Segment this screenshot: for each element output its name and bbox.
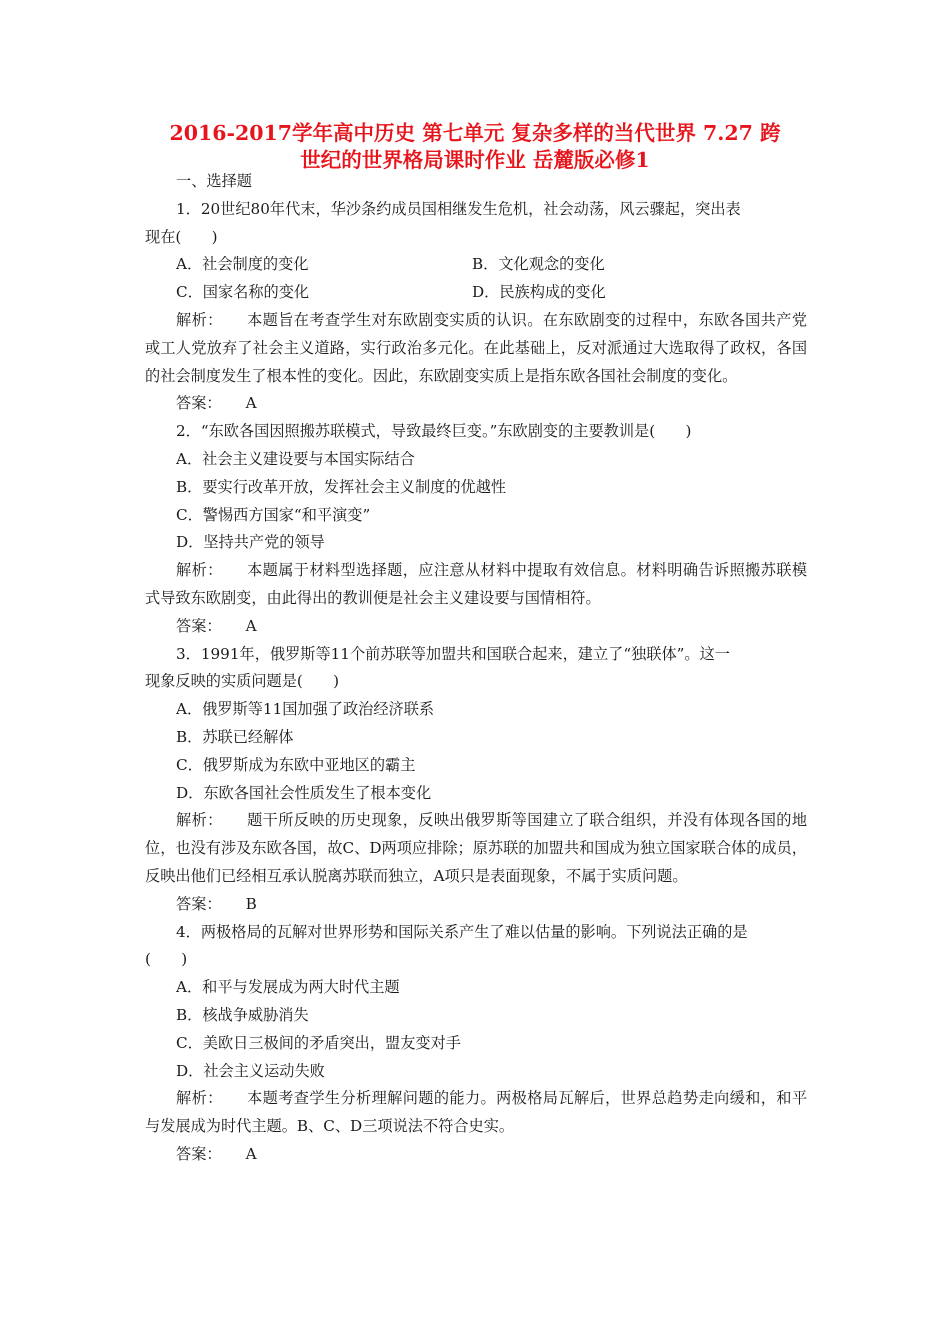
question-stem: 2．“东欧各国因照搬苏联模式，导致最终巨变。”东欧剧变的主要教训是( )	[176, 422, 692, 441]
title-line-1: 2016-2017学年高中历史 第七单元 复杂多样的当代世界 7.27 跨	[169, 121, 781, 145]
answer-value: A	[245, 1144, 257, 1163]
analysis-label: 解析：	[176, 811, 223, 830]
analysis-label: 解析：	[176, 561, 223, 580]
answer	[145, 613, 807, 641]
option-d: D．东欧各国社会性质发生了根本变化	[176, 783, 432, 802]
option-c: C．国家名称的变化	[176, 283, 310, 302]
analysis	[145, 307, 807, 390]
answer-label: 答案：	[176, 394, 222, 413]
answer-label: 答案：	[176, 616, 222, 635]
analysis	[145, 557, 807, 613]
document-title	[130, 120, 820, 174]
option-b: B．要实行改革开放，发挥社会主义制度的优越性	[176, 477, 507, 496]
answer-value: B	[245, 894, 257, 913]
question-4	[145, 919, 807, 1169]
option-a: A．社会制度的变化	[176, 255, 309, 274]
option-a: A．俄罗斯等11国加强了政治经济联系	[176, 700, 435, 719]
option-b: B．文化观念的变化	[472, 255, 605, 274]
question-stem: 3．1991年，俄罗斯等11个前苏联等加盟共和国联合起来，建立了“独联体”。这一	[176, 644, 730, 663]
analysis-text: 题干所反映的历史现象，反映出俄罗斯等国建立了联合组织，并没有体现各国的地位，也没有涉及东欧各国，故C、D两项应排除；原苏联的加盟共和国成为独立国家联合体的成员，反映出他们已经相互承认脱离苏联而独立，A项只是表面现象，不属于实质问题。	[145, 811, 808, 885]
question-stem-cont: 现在( )	[145, 227, 218, 246]
document-body	[145, 168, 807, 1169]
option-c: C．美欧日三极间的矛盾突出，盟友变对手	[176, 1033, 461, 1052]
question-stem: 4．两极格局的瓦解对世界形势和国际关系产生了难以估量的影响。下列说法正确的是	[176, 922, 748, 941]
option-d: D．坚持共产党的领导	[176, 533, 325, 552]
option-row	[145, 279, 807, 307]
analysis-text: 本题属于材料型选择题，应注意从材料中提取有效信息。材料明确告诉照搬苏联模式导致东欧剧变，由此得出的教训便是社会主义建设要与国情相符。	[145, 561, 808, 607]
question-2	[145, 418, 807, 640]
analysis-label: 解析：	[176, 310, 223, 329]
question-stem: 1．20世纪80年代末，华沙条约成员国相继发生危机，社会动荡，风云骤起，突出表	[176, 199, 741, 218]
answer	[145, 1141, 807, 1169]
title-line-2: 世纪的世界格局课时作业 岳麓版必修1	[300, 148, 650, 172]
answer-label: 答案：	[176, 894, 222, 913]
question-stem-cont: ( )	[145, 950, 188, 969]
option-a: A．社会主义建设要与本国实际结合	[176, 449, 415, 468]
option-b: B．苏联已经解体	[176, 727, 294, 746]
answer-value: A	[245, 616, 257, 635]
option-b: B．核战争威胁消失	[176, 1005, 309, 1024]
answer	[145, 891, 807, 919]
analysis-text: 本题考查学生分析理解问题的能力。两极格局瓦解后，世界总趋势走向缓和，和平与发展成为时代主题。B、C、D三项说法不符合史实。	[145, 1089, 808, 1136]
section-heading: 一、选择题	[176, 172, 252, 190]
question-3	[145, 641, 807, 919]
analysis	[145, 1085, 807, 1141]
answer-value: A	[245, 394, 257, 413]
option-c: C．警惕西方国家“和平演变”	[176, 505, 371, 524]
question-stem-cont: 现象反映的实质问题是( )	[145, 672, 340, 691]
option-row	[145, 251, 807, 279]
question-1	[145, 196, 807, 418]
analysis	[145, 807, 807, 890]
answer-label: 答案：	[176, 1144, 222, 1163]
answer	[145, 390, 807, 418]
option-d: D．社会主义运动失败	[176, 1061, 325, 1080]
option-c: C．俄罗斯成为东欧中亚地区的霸主	[176, 755, 416, 774]
option-a: A．和平与发展成为两大时代主题	[176, 978, 400, 997]
analysis-text: 本题旨在考查学生对东欧剧变实质的认识。在东欧剧变的过程中，东欧各国共产党或工人党放弃了社会主义道路，实行政治多元化。在此基础上，反对派通过大选取得了政权，各国的社会制度发生了根本性的变化。因此，东欧剧变实质上是指东欧各国社会制度的变化。	[145, 310, 808, 385]
option-d: D．民族构成的变化	[472, 283, 606, 302]
analysis-label: 解析：	[176, 1089, 223, 1108]
